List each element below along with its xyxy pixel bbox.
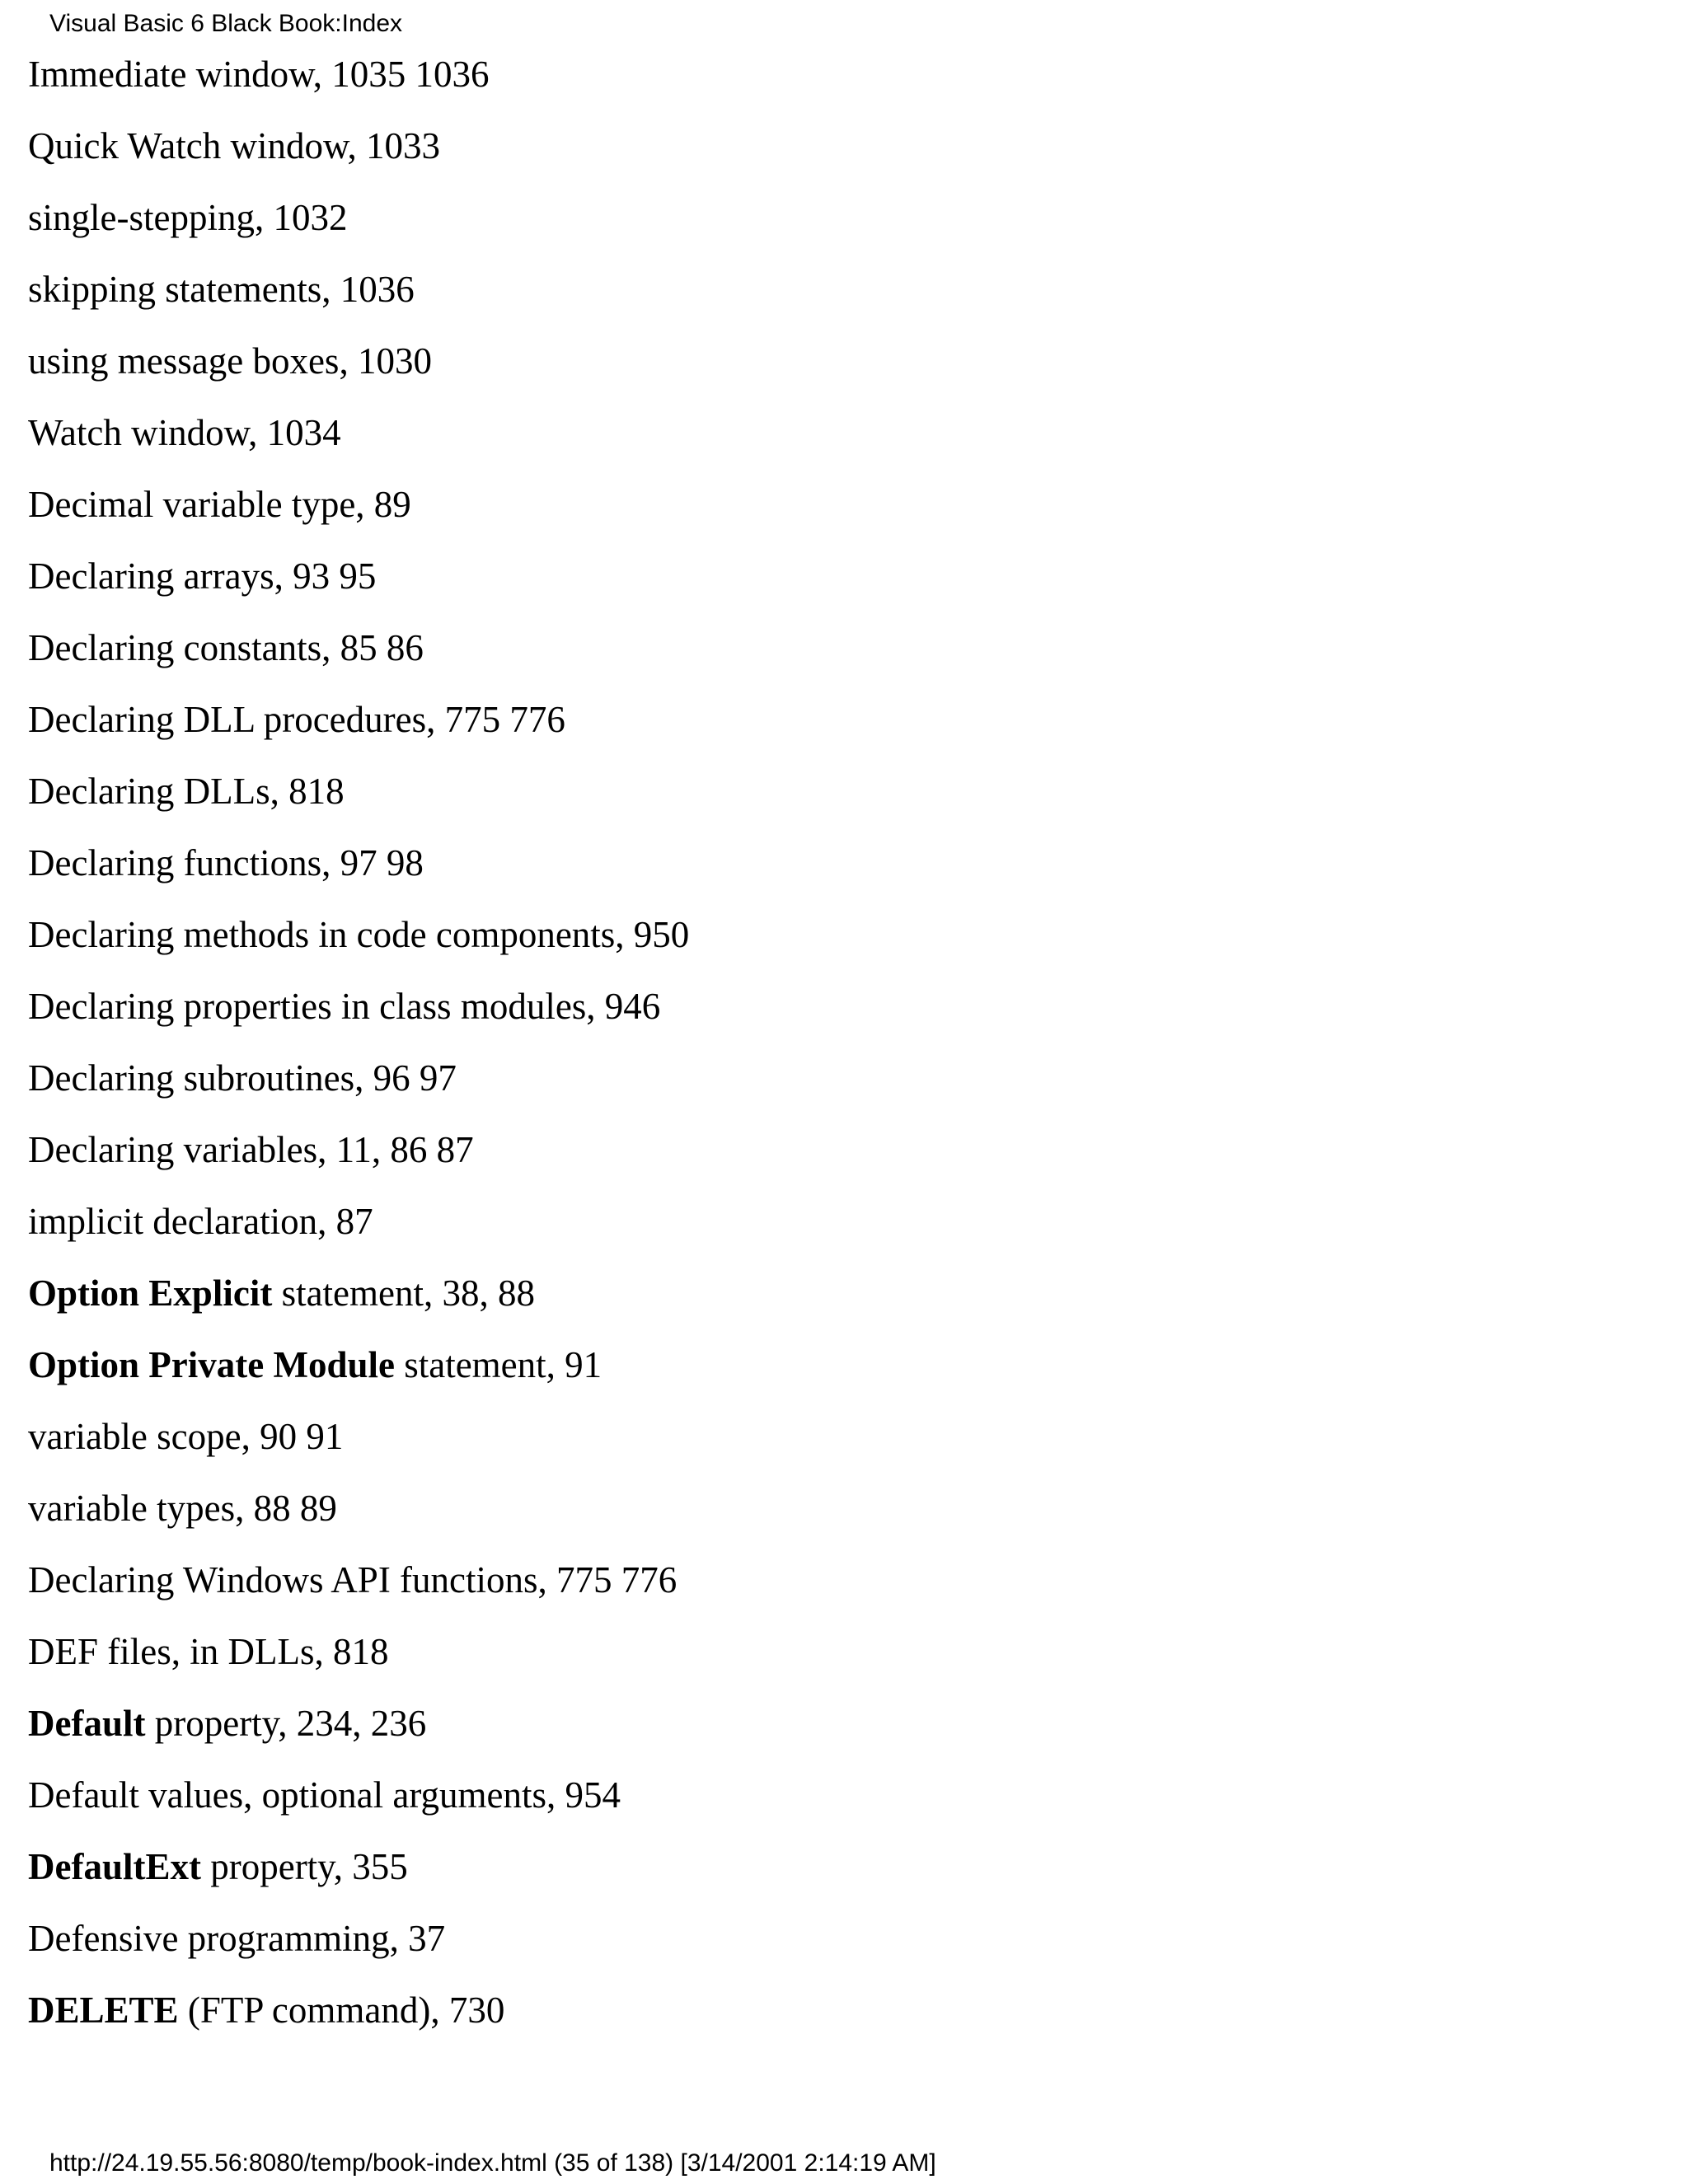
index-entry-text: property, 234, 236	[145, 1703, 427, 1744]
index-entry-text: variable scope, 90 91	[28, 1416, 344, 1457]
index-entry-text: Declaring Windows API functions, 775 776	[28, 1559, 678, 1601]
index-entry-text: Immediate window, 1035 1036	[28, 54, 490, 95]
index-entry	[28, 1340, 689, 1412]
index-list	[28, 49, 689, 2057]
index-entry-text: variable types, 88 89	[28, 1488, 337, 1529]
index-entry	[28, 408, 689, 480]
index-entry-text: DEF files, in DLLs, 818	[28, 1631, 389, 1672]
index-term-bold: DefaultExt	[28, 1846, 201, 1887]
index-entry	[28, 480, 689, 551]
index-entry-text: Declaring properties in class modules, 946	[28, 986, 661, 1027]
page-footer-url: http://24.19.55.56:8080/temp/book-index.html (35 of 138) [3/14/2001 2:14:19 AM]	[49, 2149, 936, 2177]
index-entry	[28, 1555, 689, 1627]
index-entry	[28, 910, 689, 982]
index-term-bold: Option Explicit	[28, 1272, 273, 1314]
index-entry	[28, 121, 689, 193]
index-entry	[28, 1483, 689, 1555]
index-entry-text: Quick Watch window, 1033	[28, 125, 441, 166]
index-entry	[28, 982, 689, 1053]
index-term-bold: Option Private Module	[28, 1344, 395, 1385]
index-entry	[28, 265, 689, 336]
index-entry-text: statement, 91	[394, 1344, 603, 1385]
index-entry	[28, 838, 689, 910]
index-entry	[28, 1412, 689, 1483]
index-entry-text: Declaring arrays, 93 95	[28, 555, 377, 597]
index-entry-text: Declaring variables, 11, 86 87	[28, 1129, 474, 1170]
index-entry-text: (FTP command), 730	[178, 1990, 505, 2031]
index-entry-text: Declaring subroutines, 96 97	[28, 1057, 457, 1099]
index-entry	[28, 1268, 689, 1340]
index-entry-text: Defensive programming, 37	[28, 1918, 446, 1959]
index-entry	[28, 1053, 689, 1125]
index-entry-text: Declaring DLLs, 818	[28, 771, 345, 812]
index-entry-text: Default values, optional arguments, 954	[28, 1774, 621, 1816]
index-entry	[28, 1914, 689, 1985]
index-entry-text: Declaring DLL procedures, 775 776	[28, 699, 565, 740]
page-header-title: Visual Basic 6 Black Book:Index	[49, 10, 403, 37]
index-entry-text: implicit declaration, 87	[28, 1201, 373, 1242]
index-entry	[28, 551, 689, 623]
index-entry-text: Declaring functions, 97 98	[28, 842, 424, 883]
index-term-bold: DELETE	[28, 1990, 179, 2031]
index-entry-text: Declaring constants, 85 86	[28, 627, 424, 668]
index-entry-text: using message boxes, 1030	[28, 340, 432, 382]
index-entry	[28, 623, 689, 695]
index-entry-text: skipping statements, 1036	[28, 269, 415, 310]
index-entry	[28, 49, 689, 121]
index-entry-text: Declaring methods in code components, 950	[28, 914, 690, 955]
index-entry	[28, 1197, 689, 1268]
index-entry	[28, 336, 689, 408]
index-entry	[28, 695, 689, 766]
index-entry	[28, 1770, 689, 1842]
index-entry-text: Decimal variable type, 89	[28, 484, 411, 525]
index-entry	[28, 1125, 689, 1197]
index-entry	[28, 1699, 689, 1770]
index-term-bold: Default	[28, 1703, 146, 1744]
index-entry	[28, 1985, 689, 2057]
index-entry-text: property, 355	[200, 1846, 408, 1887]
index-entry	[28, 1627, 689, 1699]
index-entry	[28, 766, 689, 838]
index-entry	[28, 1842, 689, 1914]
index-entry-text: statement, 38, 88	[272, 1272, 536, 1314]
index-entry-text: single-stepping, 1032	[28, 197, 348, 238]
index-entry	[28, 193, 689, 265]
index-entry-text: Watch window, 1034	[28, 412, 341, 453]
